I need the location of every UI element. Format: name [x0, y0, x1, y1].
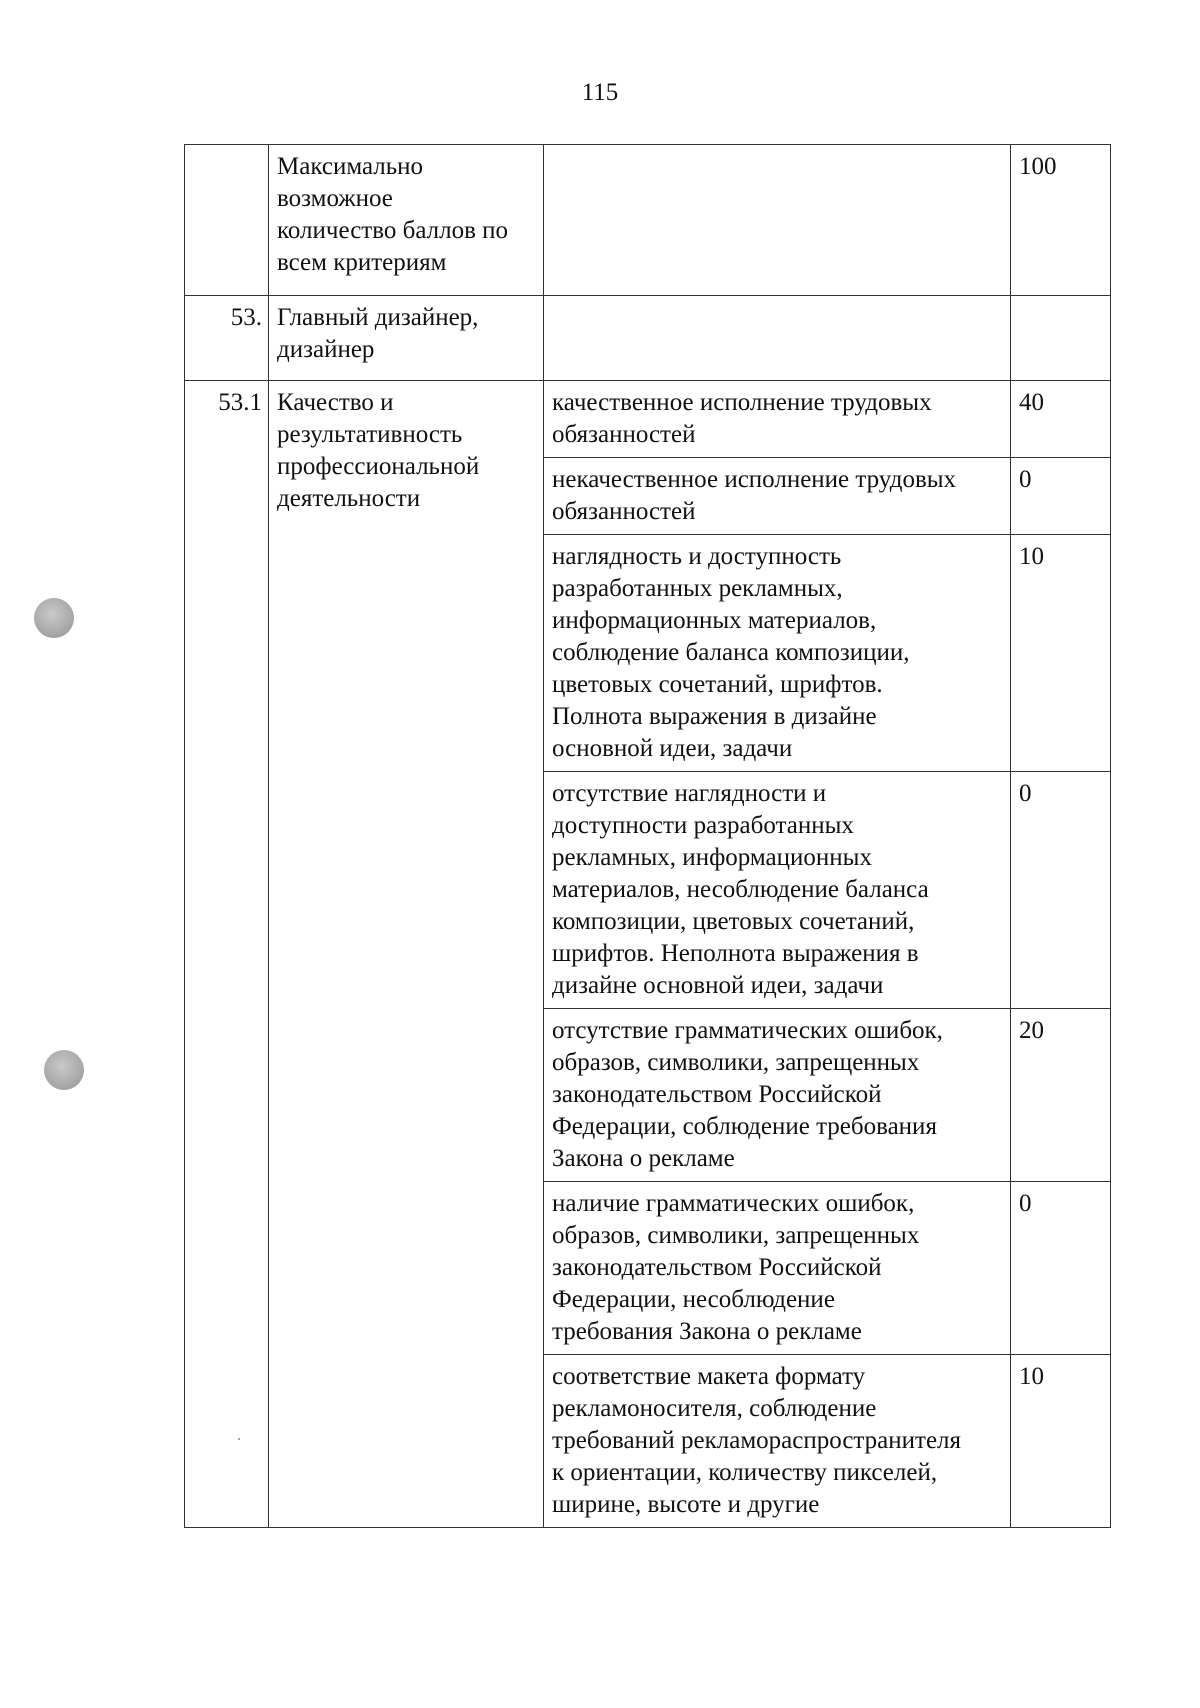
punch-hole-bottom — [44, 1050, 84, 1090]
score-cell: 0 — [1011, 772, 1111, 1009]
criteria-table — [184, 144, 1111, 1528]
punch-hole-top — [34, 598, 74, 638]
indicator-cell — [544, 145, 1011, 296]
page-number: 115 — [581, 79, 619, 106]
table-row — [185, 381, 1111, 458]
criterion-cell: Максимально возможное количество баллов по всем критериям — [269, 145, 544, 296]
row-number-cell: 53. — [185, 296, 269, 381]
row-number-cell — [185, 145, 269, 296]
score-cell: 10 — [1011, 535, 1111, 772]
score-cell: 100 — [1011, 145, 1111, 296]
score-cell: 40 — [1011, 381, 1111, 458]
indicator-cell: отсутствие грамматических ошибок, образов, символики, запрещенных законодательством Российской Федерации, соблюдение требования Закона о рекламе — [544, 1009, 1011, 1182]
table-row — [185, 296, 1111, 381]
criterion-cell: Главный дизайнер, дизайнер — [269, 296, 544, 381]
indicator-cell: некачественное исполнение трудовых обязанностей — [544, 458, 1011, 535]
table-row — [185, 145, 1111, 296]
score-cell — [1011, 296, 1111, 381]
criterion-cell: Качество и результативность профессиональной деятельности — [269, 381, 544, 1528]
indicator-cell: наглядность и доступность разработанных рекламных, информационных материалов, соблюдение баланса композиции, цветовых сочетаний, шрифтов. Полнота выражения в дизайне основной идеи, задачи — [544, 535, 1011, 772]
indicator-cell: наличие грамматических ошибок, образов, символики, запрещенных законодательством Российской Федерации, несоблюдение требования Закона о рекламе — [544, 1182, 1011, 1355]
score-cell: 20 — [1011, 1009, 1111, 1182]
indicator-cell: соответствие макета формату рекламоносителя, соблюдение требований рекламораспространителя к ориентации, количеству пикселей, ширине, высоте и другие — [544, 1355, 1011, 1528]
score-cell: 0 — [1011, 1182, 1111, 1355]
score-cell: 0 — [1011, 458, 1111, 535]
row-number-cell: 53.1 — [185, 381, 269, 1528]
indicator-cell: отсутствие наглядности и доступности разработанных рекламных, информационных материалов, несоблюдение баланса композиции, цветовых сочетаний, шрифтов. Неполнота выражения в дизайне основной идеи, задачи — [544, 772, 1011, 1009]
indicator-cell: качественное исполнение трудовых обязанностей — [544, 381, 1011, 458]
score-cell: 10 — [1011, 1355, 1111, 1528]
indicator-cell — [544, 296, 1011, 381]
